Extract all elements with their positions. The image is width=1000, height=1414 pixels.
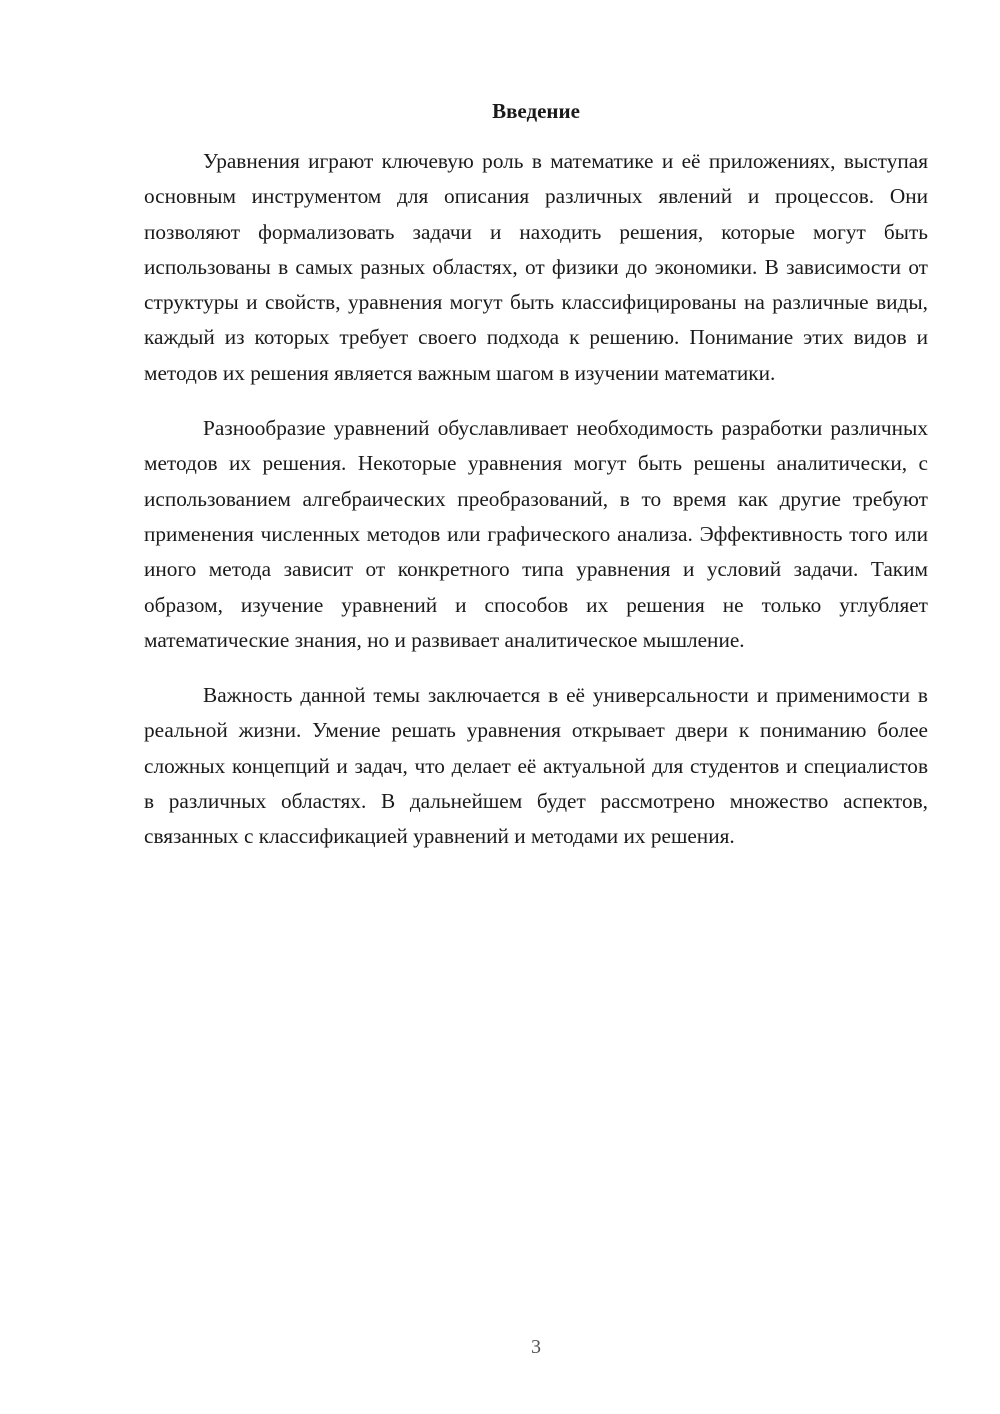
paragraph-2: Разнообразие уравнений обуславливает необходимость разработки различных методов их решения. Некоторые уравнения могут быть решены аналитически, с использованием алгебраических преобразований, в то время как другие требуют применения численных методов или графического анализа. Эффективность того или иного метода зависит от конкретного типа уравнения и условий задачи. Таким образом, изучение уравнений и способов их решения не только углубляет математические знания, но и развивает аналитическое мышление. (144, 416, 928, 652)
paragraph-1: Уравнения играют ключевую роль в математике и её приложениях, выступая основным инструментом для описания различных явлений и процессов. Они позволяют формализовать задачи и находить решения, которые могут быть использованы в самых разных областях, от физики до экономики. В зависимости от структуры и свойств, уравнения могут быть классифицированы на различные виды, каждый из которых требует своего подхода к решению. Понимание этих видов и методов их решения является важным шагом в изучении математики. (144, 149, 928, 385)
section-title: Введение (492, 99, 580, 123)
page-number: 3 (531, 1336, 541, 1358)
paragraph-3: Важность данной темы заключается в её универсальности и применимости в реальной жизни. Умение решать уравнения открывает двери к пониманию более сложных концепций и задач, что делает её актуальной для студентов и специалистов в различных областях. В дальнейшем будет рассмотрено множество аспектов, связанных с классификацией уравнений и методами их решения. (144, 683, 928, 849)
body-text (144, 144, 928, 875)
